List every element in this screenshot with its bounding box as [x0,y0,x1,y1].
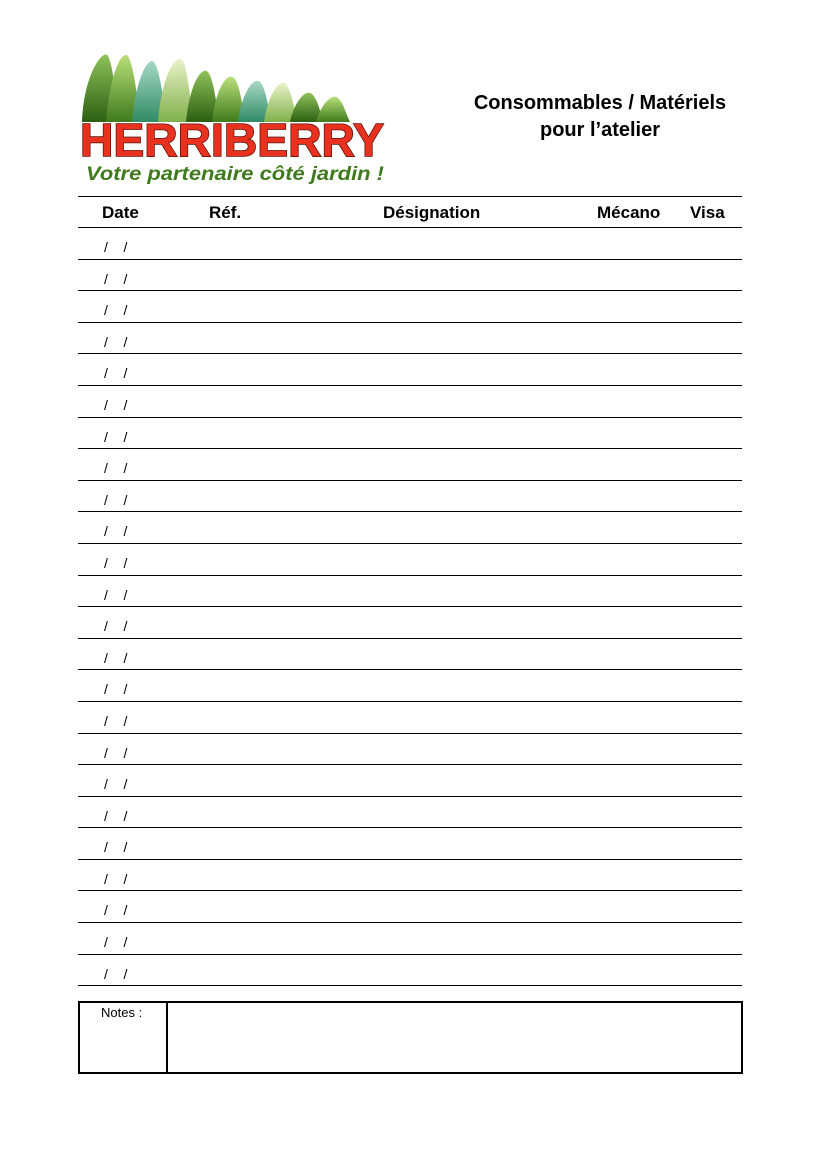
logo-wordmark: HERRIBERRY [80,114,385,166]
table-row[interactable] [78,418,742,450]
date-cell[interactable]: / / [104,744,128,761]
notes-label: Notes : [101,1005,143,1020]
table-row[interactable] [78,702,742,734]
logo-graphic [78,52,390,186]
date-cell[interactable]: / / [104,523,128,540]
logo-slogan: Votre partenaire côté jardin ! [86,164,384,185]
date-cell[interactable]: / / [104,807,128,824]
table-row[interactable] [78,291,742,323]
table-row[interactable] [78,797,742,829]
date-cell[interactable]: / / [104,681,128,698]
date-cell[interactable]: / / [104,302,128,319]
date-cell[interactable]: / / [104,870,128,887]
table-row[interactable] [78,386,742,418]
date-cell[interactable]: / / [104,712,128,729]
column-header-ref: Réf. [209,203,242,222]
table-row[interactable] [78,765,742,797]
date-cell[interactable]: / / [104,333,128,350]
date-cell[interactable]: / / [104,839,128,856]
table-row[interactable] [78,639,742,671]
table-row[interactable] [78,923,742,955]
table-row[interactable] [78,260,742,292]
notes-label-cell [80,1003,168,1072]
date-cell[interactable]: / / [104,618,128,635]
notes-field[interactable] [170,1003,741,1072]
table-row[interactable] [78,544,742,576]
column-header-mecano: Mécano [597,203,661,222]
title-line-2: pour l’atelier [539,119,661,141]
table-row[interactable] [78,449,742,481]
date-cell[interactable]: / / [104,586,128,603]
table-row[interactable] [78,323,742,355]
date-cell[interactable]: / / [104,270,128,287]
table-header [78,196,742,228]
table-row[interactable] [78,512,742,544]
date-cell[interactable]: / / [104,460,128,477]
table-row[interactable] [78,670,742,702]
date-cell[interactable]: / / [104,649,128,666]
table-row[interactable] [78,955,742,987]
table-row[interactable] [78,228,742,260]
table-row[interactable] [78,576,742,608]
column-header-date: Date [102,203,139,222]
table-row[interactable] [78,354,742,386]
date-cell[interactable]: / / [104,428,128,445]
table-row[interactable] [78,860,742,892]
date-cell[interactable]: / / [104,396,128,413]
date-cell[interactable]: / / [104,365,128,382]
table-row[interactable] [78,734,742,766]
date-cell[interactable]: / / [104,491,128,508]
notes-box [78,1001,743,1074]
date-cell[interactable]: / / [104,239,128,255]
date-cell[interactable]: / / [104,554,128,571]
date-cell[interactable]: / / [104,902,128,919]
date-cell[interactable]: / / [104,934,128,951]
table-row[interactable] [78,607,742,639]
date-cell[interactable]: / / [104,965,128,982]
company-logo [78,52,390,186]
title-line-1: Consommables / Matériels [473,92,727,114]
column-header-visa: Visa [690,203,725,222]
date-cell[interactable]: / / [104,776,128,793]
column-header-designation: Désignation [383,203,481,222]
table-row[interactable] [78,891,742,923]
table-row[interactable] [78,828,742,860]
table-row[interactable] [78,481,742,513]
page-title [440,90,760,144]
table-body [78,228,742,986]
